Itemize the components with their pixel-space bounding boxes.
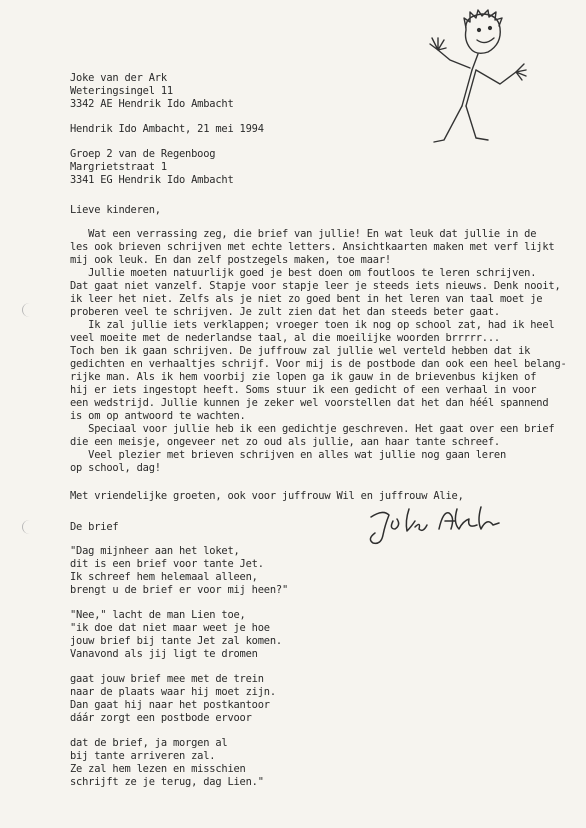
- body-line: hij er iets ingestopt heeft. Soms stuur ik een gedicht of een verhaal in voor: [70, 384, 537, 396]
- poem-line: "Nee," lacht de man Lien toe,: [70, 609, 246, 621]
- body-line: veel moeite met de nederlandse taal, al die moeilijke woorden brrrrr...: [70, 332, 500, 344]
- sender-street: Weteringsingel 11: [70, 85, 173, 97]
- recipient-street: Margrietstraat 1: [70, 161, 167, 173]
- body-line: Speciaal voor jullie heb ik een gedichtje geschreven. Het gaat over een brief: [70, 423, 555, 435]
- body-line: Veel plezier met brieven schrijven en alles wat jullie nog gaan leren: [70, 449, 507, 461]
- poem-line: gaat jouw brief mee met de trein: [70, 673, 264, 685]
- poem-line: "Dag mijnheer aan het loket,: [70, 545, 240, 557]
- poem-line: jouw brief bij tante Jet zal komen.: [70, 635, 282, 647]
- body-line: rijke man. Als ik hem voorbij zie lopen ga ik gauw in de brievenbus kijken of: [70, 371, 537, 383]
- poem-line: dat de brief, ja morgen al: [70, 737, 228, 749]
- body-line: proberen veel te schrijven. Je zult zien dat het dan steeds beter gaat.: [70, 306, 500, 318]
- poem-line: dáár zorgt een postbode ervoor: [70, 712, 252, 724]
- body-line: Wat een verrassing zeg, die brief van jullie! En wat leuk dat jullie in de: [70, 228, 537, 240]
- body-line: die een meisje, ongeveer net zo oud als jullie, aan haar tante schreef.: [70, 436, 500, 448]
- poem-line: Vanavond als jij ligt te dromen: [70, 648, 258, 660]
- body-line: is om op antwoord te wachten.: [70, 410, 246, 422]
- body-line: Dat gaat niet vanzelf. Stapje voor stapje leer je steeds iets nieuws. Denk nooit,: [70, 280, 561, 292]
- body-line: ik leer het niet. Zelfs als je niet zo goed bent in het leren van taal moet je: [70, 293, 543, 305]
- handwritten-signature: [365, 503, 525, 551]
- body-line: een wedstrijd. Jullie kunnen je zeker wel voorstellen dat het dan héél spannend: [70, 397, 549, 409]
- poem-line: Ze zal hem lezen en misschien: [70, 763, 246, 775]
- date-line: Hendrik Ido Ambacht, 21 mei 1994: [70, 123, 264, 135]
- body-line: Jullie moeten natuurlijk goed je best doen om foutloos te leren schrijven.: [70, 267, 537, 279]
- poem-line: schrijft ze je terug, dag Lien.": [70, 776, 264, 788]
- body-line: mij ook leuk. En dan zelf postzegels maken, toe maar!: [70, 254, 391, 266]
- body-line: les ook brieven schrijven met echte letters. Ansichtkaarten maken met verf lijkt: [70, 241, 555, 253]
- sender-name: Joke van der Ark: [70, 72, 167, 84]
- poem-line: naar de plaats waar hij moet zijn.: [70, 686, 276, 698]
- closing-line: Met vriendelijke groeten, ook voor juffrouw Wil en juffrouw Alie,: [70, 490, 464, 502]
- punch-hole-top: [22, 303, 37, 317]
- poem-title: De brief: [70, 521, 119, 533]
- poem-line: Ik schreef hem helemaal alleen,: [70, 571, 258, 583]
- recipient-postal-city: 3341 EG Hendrik Ido Ambacht: [70, 174, 234, 186]
- body-line: op school, dag!: [70, 462, 161, 474]
- waving-stick-figure-drawing: [392, 8, 552, 158]
- poem-line: Dan gaat hij naar het postkantoor: [70, 699, 270, 711]
- body-line: gedichten en verhaaltjes schrijf. Voor mij is de postbode dan ook een heel belang-: [70, 358, 567, 370]
- poem-line: brengt u de brief er voor mij heen?": [70, 584, 289, 596]
- punch-hole-bottom: [22, 520, 37, 534]
- poem-line: bij tante arriveren zal.: [70, 750, 216, 762]
- sender-postal-city: 3342 AE Hendrik Ido Ambacht: [70, 98, 234, 110]
- body-line: Toch ben ik gaan schrijven. De juffrouw zal jullie wel verteld hebben dat ik: [70, 345, 531, 357]
- poem-line: "ik doe dat niet maar weet je hoe: [70, 622, 270, 634]
- salutation: Lieve kinderen,: [70, 204, 161, 216]
- poem-line: dit is een brief voor tante Jet.: [70, 558, 264, 570]
- body-line: Ik zal jullie iets verklappen; vroeger toen ik nog op school zat, had ik heel: [70, 319, 555, 331]
- recipient-name: Groep 2 van de Regenboog: [70, 148, 216, 160]
